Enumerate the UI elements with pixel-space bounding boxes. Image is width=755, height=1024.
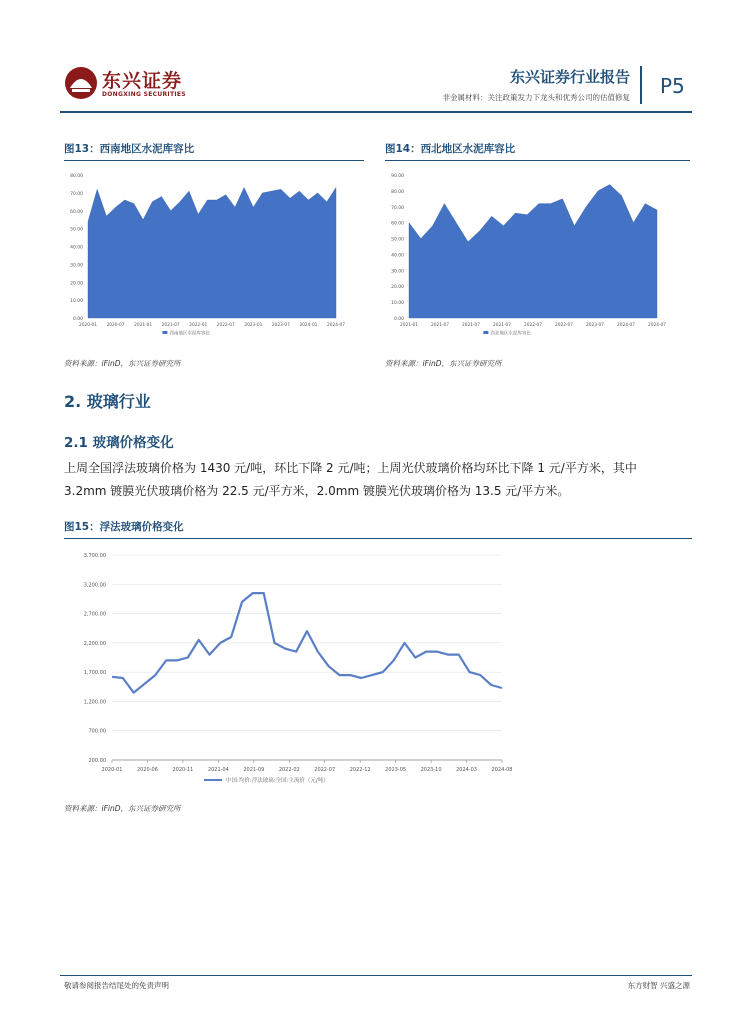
fig13-chart [64, 165, 364, 345]
y-tick-label: 50.00 [70, 227, 83, 233]
footer-slogan: 东方财智 兴盛之源 [627, 981, 690, 990]
x-tick-label: 2021-01 [400, 323, 418, 328]
x-tick-label: 2023-01 [244, 323, 263, 328]
y-tick-label: 80.00 [70, 174, 83, 179]
y-tick-label: 20.00 [391, 285, 404, 291]
legend-label: 中国:均价:浮法玻璃:全国:主流价（元/吨） [226, 778, 329, 784]
fig14-source: 资料来源：iFinD，东兴证券研究所 [385, 359, 502, 368]
y-tick-label: 80.00 [391, 189, 404, 195]
y-tick-label: 30.00 [391, 269, 404, 275]
x-tick-label: 2022-01 [189, 323, 208, 328]
area-series [88, 188, 336, 319]
x-tick-label: 2024-01 [299, 323, 318, 328]
x-tick-label: 2020-11 [172, 767, 194, 773]
y-tick-label: 10.00 [391, 301, 404, 307]
y-tick-label: 90.00 [391, 174, 404, 179]
x-tick-label: 2021-09 [243, 767, 265, 773]
logo-icon [64, 66, 98, 100]
x-tick-label: 2022-07 [314, 767, 336, 773]
fig15-chart [64, 545, 524, 790]
fig15-title: 图15：浮法玻璃价格变化 [64, 521, 184, 533]
y-tick-label: 50.00 [391, 237, 404, 243]
x-tick-label: 2024-07 [617, 323, 635, 328]
footer-disclaimer: 敬请参阅报告结尾处的免责声明 [64, 981, 169, 990]
y-tick-label: 60.00 [391, 221, 404, 227]
x-tick-label: 2021-07 [462, 323, 480, 328]
x-tick-label: 2021-01 [134, 323, 153, 328]
fig14-rule [385, 160, 690, 161]
x-tick-label: 2023-10 [420, 767, 442, 773]
y-tick-label: 40.00 [391, 253, 404, 259]
body-paragraph-line2: 3.2mm 镀膜光伏玻璃价格为 22.5 元/平方米，2.0mm 镀膜光伏玻璃价格为 13.5 元/平方米。 [64, 484, 570, 498]
y-tick-label: 2,700.00 [83, 611, 106, 618]
y-tick-label: 60.00 [70, 209, 83, 215]
y-tick-label: 1,700.00 [83, 670, 106, 677]
x-tick-label: 2020-01 [101, 767, 123, 773]
x-tick-label: 2020-07 [106, 323, 125, 328]
x-tick-label: 2022-07 [555, 323, 573, 328]
header-divider [640, 66, 642, 104]
y-tick-label: 70.00 [391, 205, 404, 211]
legend-label: 西北地区水泥库容比 [490, 331, 531, 337]
x-tick-label: 2024-07 [648, 323, 666, 328]
x-tick-label: 2021-07 [161, 323, 180, 328]
subsection-heading: 2.1 玻璃价格变化 [64, 435, 174, 451]
y-tick-label: 200.00 [88, 758, 106, 764]
y-tick-label: 3,200.00 [83, 582, 106, 589]
y-tick-label: 3,700.00 [83, 553, 106, 559]
page-number: P5 [660, 74, 685, 98]
footer-rule [60, 975, 692, 976]
x-tick-label: 2023-07 [586, 323, 604, 328]
legend-label: 西南地区水泥库容比 [169, 331, 210, 337]
x-tick-label: 2022-07 [524, 323, 542, 328]
y-tick-label: 40.00 [70, 245, 83, 251]
y-tick-label: 1,200.00 [83, 699, 106, 706]
x-tick-label: 2021-07 [431, 323, 449, 328]
area-series [409, 185, 657, 319]
logo-english-text: DONGXING SECURITIES [102, 91, 186, 98]
x-tick-label: 2022-12 [349, 767, 371, 773]
x-tick-label: 2021-07 [493, 323, 511, 328]
x-tick-label: 2024-08 [491, 767, 513, 773]
y-tick-label: 2,200.00 [83, 640, 106, 647]
legend-swatch [162, 331, 167, 334]
fig13-title: 图13：西南地区水泥库容比 [64, 143, 195, 155]
section-heading: 2. 玻璃行业 [64, 392, 151, 411]
fig15-rule [64, 538, 692, 539]
fig14-chart [385, 165, 690, 345]
y-tick-label: 0.00 [393, 317, 404, 322]
y-tick-label: 20.00 [70, 281, 83, 287]
fig15-source: 资料来源：iFinD，东兴证券研究所 [64, 804, 181, 813]
x-tick-label: 2020-06 [137, 767, 158, 773]
x-tick-label: 2021-04 [207, 767, 229, 773]
header-rule [60, 111, 692, 113]
x-tick-label: 2023-05 [385, 767, 407, 773]
x-tick-label: 2023-07 [271, 323, 290, 328]
report-subtitle: 非金属材料：关注政策发力下龙头和优秀公司的估值修复 [442, 93, 630, 102]
x-tick-label: 2022-07 [216, 323, 235, 328]
y-tick-label: 10.00 [70, 299, 83, 305]
body-paragraph-line1: 上周全国浮法玻璃价格为 1430 元/吨，环比下降 2 元/吨；上周光伏玻璃价格均环比下降 1 元/平方米，其中 [64, 461, 637, 475]
y-tick-label: 70.00 [70, 191, 83, 197]
fig13-rule [64, 160, 364, 161]
y-tick-label: 700.00 [88, 728, 106, 735]
fig14-title: 图14：西北地区水泥库容比 [385, 143, 516, 155]
report-title: 东兴证券行业报告 [509, 68, 630, 86]
x-tick-label: 2024-07 [327, 323, 345, 328]
legend-swatch [483, 331, 488, 334]
x-tick-label: 2024-03 [456, 767, 477, 773]
y-tick-label: 30.00 [70, 263, 83, 269]
fig13-source: 资料来源：iFinD，东兴证券研究所 [64, 359, 181, 368]
x-tick-label: 2022-02 [278, 767, 300, 773]
y-tick-label: 0.00 [72, 317, 83, 322]
logo-text: 东兴证券 [102, 70, 183, 92]
x-tick-label: 2020-01 [79, 323, 97, 328]
